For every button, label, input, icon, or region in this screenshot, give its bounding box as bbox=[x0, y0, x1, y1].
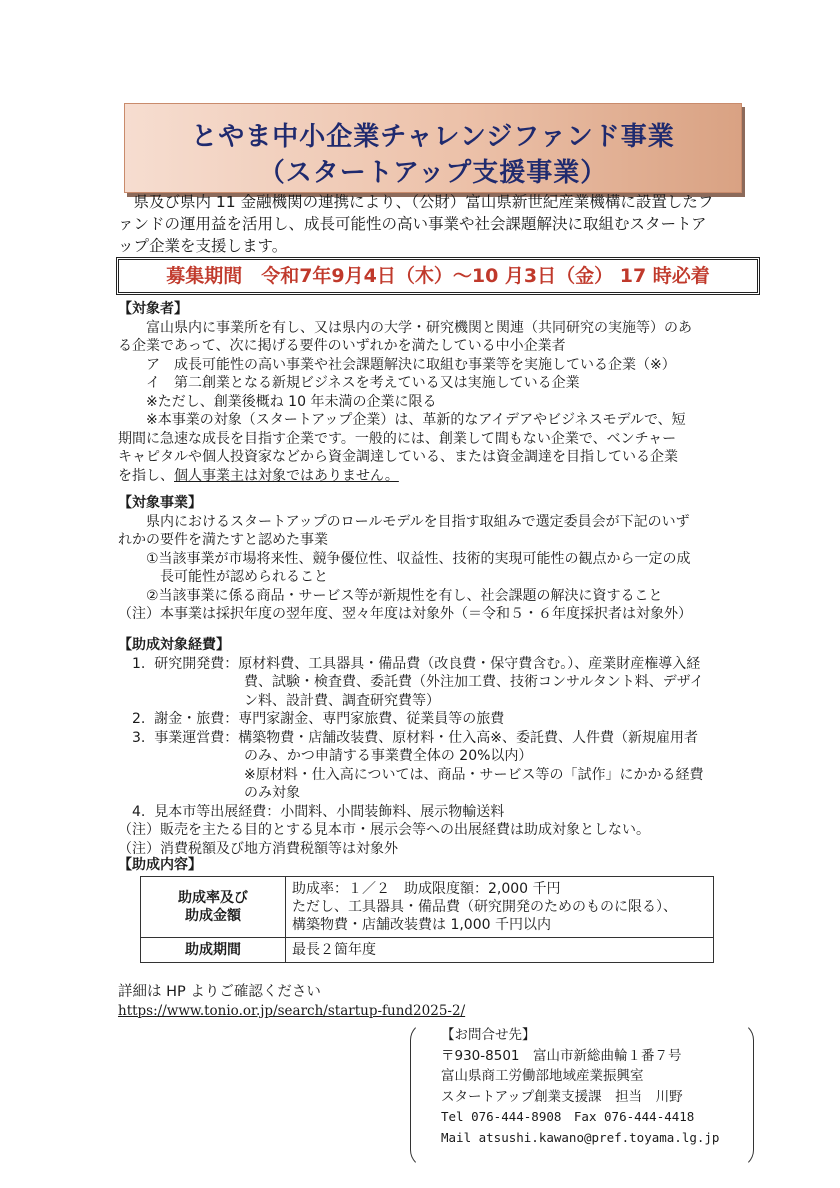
contact-heading: 【お問合せ先】 bbox=[441, 1027, 536, 1043]
expenses-line: （注）販売を主たる目的とする見本市・展示会等への出展経費は助成対象としない。 bbox=[118, 822, 650, 838]
target-last-pre: を指し、 bbox=[118, 467, 174, 484]
expenses-line: 費、試験・検査費、委託費（外注加工費、技術コンサルタント料、デザイ bbox=[118, 674, 704, 690]
expenses-line: ン料、設計費、調査研究費等） bbox=[118, 692, 440, 709]
expenses-line: ※原材料・仕入高については、商品・サービス等の「試作」にかかる経費 bbox=[118, 766, 704, 783]
detail-text: 詳細は HP よりご確認ください bbox=[118, 984, 321, 1000]
business-section bbox=[118, 494, 758, 624]
expenses-line: 1. 研究開発費：原材料費、工具器具・備品費（改良費・保守費含む。）、産業財産権導入経 bbox=[118, 655, 701, 672]
contact-dept: 富山県商工労働部地域産業振興室 bbox=[441, 1068, 644, 1084]
contact-tel-fax: Tel 076-444-8908 Fax 076-444-4418 bbox=[441, 1109, 695, 1124]
intro-text bbox=[118, 191, 758, 257]
business-line: れかの要件を満たすと認めた事業 bbox=[118, 532, 328, 548]
contact-section: スタートアップ創業支援課 担当 川野 bbox=[441, 1088, 683, 1105]
expenses-line: のみ、かつ申請する事業費全体の 20%以内） bbox=[118, 748, 533, 764]
business-line: ①当該事業が市場将来性、競争優位性、収益性、技術的実現可能性の観点から一定の成 bbox=[118, 550, 691, 567]
contact-box bbox=[410, 1022, 754, 1168]
contact-inner bbox=[441, 1025, 719, 1148]
detail-block bbox=[118, 983, 538, 1021]
business-line: （注）本事業は採択年度の翌年度、翌々年度は対象外（＝令和５・６年度採択者は対象外） bbox=[118, 606, 692, 622]
business-heading: 【対象事業】 bbox=[118, 495, 202, 511]
target-section bbox=[118, 300, 758, 485]
target-line-last bbox=[118, 467, 758, 486]
expenses-line: 4. 見本市等出展経費：小間料、小間装飾料、展示物輸送料 bbox=[118, 803, 505, 820]
table-label-line: 助成率及び bbox=[178, 890, 248, 906]
table-value-line: 助成率：１／２ 助成限度額：2,000 千円 bbox=[292, 881, 561, 897]
intro-line: 県及び県内 11 金融機関の連携により、（公財）富山県新世紀産業機構に設置したフ bbox=[118, 193, 714, 211]
target-line: る企業であって、次に掲げる要件のいずれかを満たしている中小企業者 bbox=[118, 338, 566, 354]
target-note-underlined: 個人事業主は対象ではありません。 bbox=[174, 467, 399, 484]
title-banner bbox=[124, 103, 742, 193]
business-line: 長可能性が認められること bbox=[118, 569, 328, 585]
target-line: 期間に急速な成長を目指す企業です。一般的には、創業して間もない企業で、ベンチャー bbox=[118, 430, 677, 447]
expenses-section bbox=[118, 636, 758, 858]
detail-url-link[interactable]: https://www.tonio.or.jp/search/startup-fund2025-2/ bbox=[118, 1003, 466, 1019]
target-line: ア 成長可能性の高い事業や社会課題解決に取組む事業等を実施している企業（※） bbox=[118, 356, 676, 373]
business-line: 県内におけるスタートアップのロールモデルを目指す取組みで選定委員会が下記のいず bbox=[118, 513, 690, 530]
table-row bbox=[141, 877, 714, 938]
expenses-line: 3. 事業運営費：構築物費・店舗改装費、原材料・仕入高※、委託費、人件費（新規雇用者 bbox=[118, 729, 698, 746]
expenses-line: 2. 謝金・旅費：専門家謝金、専門家旅費、従業員等の旅費 bbox=[118, 711, 505, 727]
table-label-line: 助成金額 bbox=[185, 908, 241, 924]
application-period-box: 募集期間 令和7年9月4日（木）～10 月3日（金） 17 時必着 bbox=[116, 257, 760, 295]
target-heading: 【対象者】 bbox=[118, 301, 188, 317]
target-line: 富山県内に事業所を有し、又は県内の大学・研究機関と関連（共同研究の実施等）のあ bbox=[118, 319, 692, 336]
target-line: イ 第二創業となる新規ビジネスを考えている又は実施している企業 bbox=[118, 375, 580, 391]
business-line: ②当該事業に係る商品・サービス等が新規性を有し、社会課題の解決に資すること bbox=[118, 587, 663, 604]
intro-line: ップ企業を支援します。 bbox=[118, 237, 288, 255]
content-heading: 【助成内容】 bbox=[118, 857, 202, 873]
title-line-2: （スタートアップ支援事業） bbox=[258, 158, 608, 188]
contact-mail: Mail atsushi.kawano@pref.toyama.lg.jp bbox=[441, 1129, 720, 1145]
title-line-1: とやま中小企業チャレンジファンド事業 bbox=[191, 122, 675, 152]
target-line: ※ただし、創業後概ね 10 年未満の企業に限る bbox=[118, 393, 437, 410]
expenses-line: （注）消費税額及び地方消費税額等は対象外 bbox=[118, 840, 398, 857]
expenses-heading: 【助成対象経費】 bbox=[118, 637, 230, 653]
table-label bbox=[141, 877, 286, 938]
table-value: 最長２箇年度 bbox=[286, 938, 714, 963]
table-row bbox=[141, 938, 714, 963]
table-label: 助成期間 bbox=[141, 938, 286, 963]
table-value-line: 構築物費・店舗改装費は 1,000 千円以内 bbox=[292, 917, 551, 933]
content-section bbox=[118, 856, 758, 875]
grant-content-table bbox=[140, 876, 714, 963]
contact-address: 〒930-8501 富山市新総曲輪１番７号 bbox=[441, 1047, 682, 1064]
target-line: キャピタルや個人投資家などから資金調達している、または資金調達を目指している企業 bbox=[118, 449, 678, 465]
target-line: ※本事業の対象（スタートアップ企業）は、革新的なアイデアやビジネスモデルで、短 bbox=[118, 412, 686, 428]
table-value-line: ただし、工具器具・備品費（研究開発のためのものに限る）、 bbox=[292, 899, 677, 915]
table-value bbox=[286, 877, 714, 938]
expenses-line: のみ対象 bbox=[118, 785, 300, 801]
intro-line: ァンドの運用益を活用し、成長可能性の高い事業や社会課題解決に取組むスタートア bbox=[118, 215, 707, 233]
